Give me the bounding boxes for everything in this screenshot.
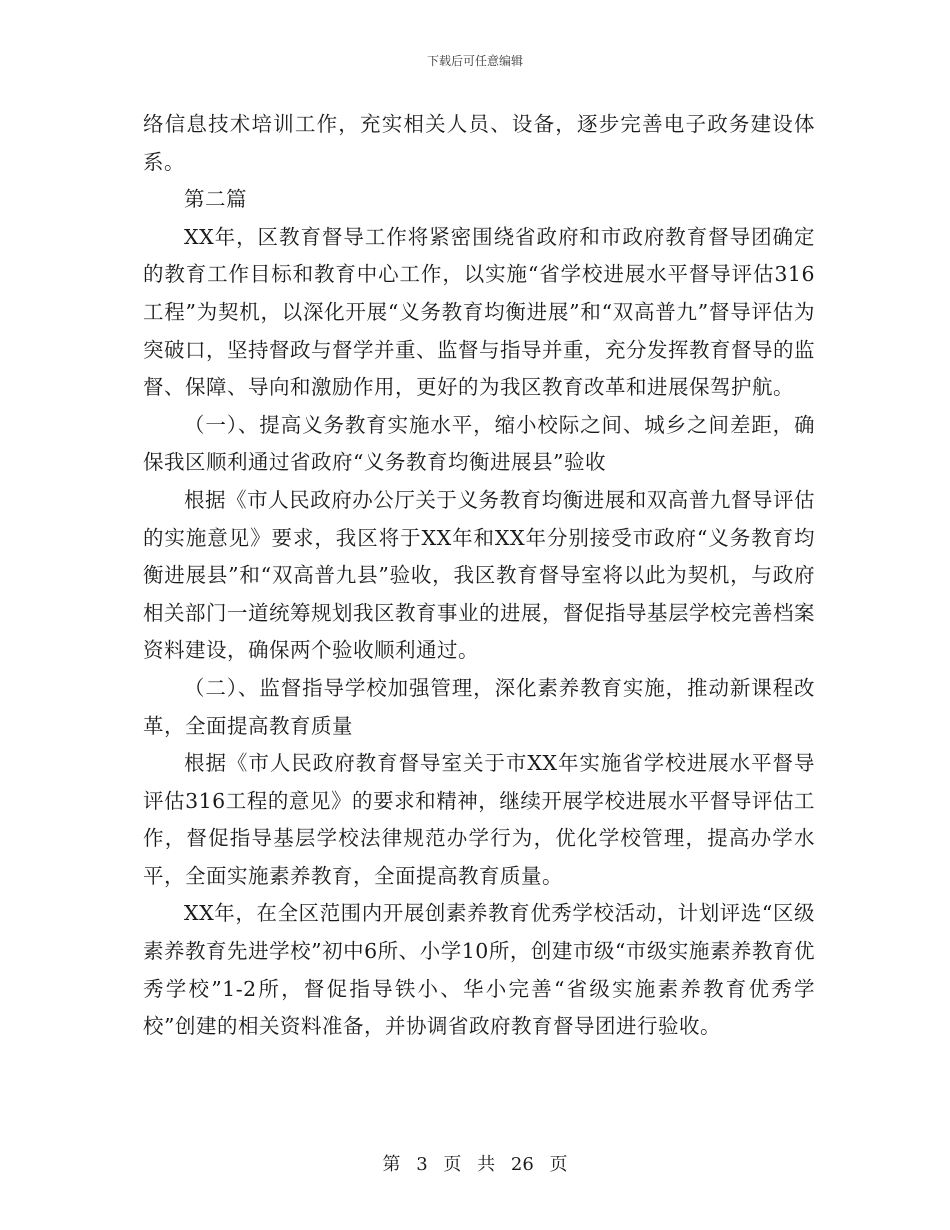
- paragraph-two: 根据《市人民政府教育督导室关于市XX年实施省学校进展水平督导评估316工程的意见》的要求和精神，继续开展学校进展水平督导评估工作，督促指导基层学校法律规范办学行为，优化学校管理，提高办学水平，全面实施素养教育，全面提高教育质量。: [143, 751, 815, 888]
- page-header: 下载后可任意编辑: [426, 54, 523, 68]
- subheading-two: （二）、监督指导学校加强管理，深化素养教育实施，推动新课程改革，全面提高教育质量: [143, 675, 815, 738]
- document-body: [143, 106, 815, 1046]
- page-footer: [0, 1153, 950, 1177]
- total-page-count: 26: [510, 1154, 534, 1175]
- footer-total-word: 共: [477, 1154, 496, 1175]
- footer-prefix: 第: [382, 1154, 401, 1175]
- paragraph-three: XX年，在全区范围内开展创素养教育优秀学校活动，计划评选“区级素养教育先进学校”初中6所、小学10所，创建市级“市级实施素养教育优秀学校”1-2所，督促指导铁小、华小完善“省级实施素养教育优秀学校”创建的相关资料准备，并协调省政府教育督导团进行验收。: [143, 901, 815, 1039]
- current-page-number: 3: [416, 1154, 428, 1175]
- subheading-one: （一）、提高义务教育实施水平，缩小校际之间、城乡之间差距，确保我区顺利通过省政府“义务教育均衡进展县”验收: [143, 412, 815, 475]
- paragraph-intro: XX年，区教育督导工作将紧密围绕省政府和市政府教育督导团确定的教育工作目标和教育中心工作，以实施“省学校进展水平督导评估316工程”为契机，以深化开展“义务教育均衡进展”和“双高普九”督导评估为突破口，坚持督政与督学并重、监督与指导并重，充分发挥教育督导的监督、保障、导向和激励作用，更好的为我区教育改革和进展保驾护航。: [143, 224, 815, 400]
- footer-page-word: 页: [443, 1154, 462, 1175]
- paragraph-continuation: 络信息技术培训工作，充实相关人员、设备，逐步完善电子政务建设体系。: [143, 112, 815, 174]
- paragraph-one: 根据《市人民政府办公厅关于义务教育均衡进展和双高普九督导评估的实施意见》要求，我区将于XX年和XX年分别接受市政府“义务教育均衡进展县”和“双高普九县”验收，我区教育督导室将以此为契机，与政府相关部门一道统筹规划我区教育事业的进展，督促指导基层学校完善档案资料建设，确保两个验收顺利通过。: [143, 487, 815, 663]
- section-heading-part-two: 第二篇: [184, 187, 247, 212]
- footer-suffix: 页: [549, 1154, 568, 1175]
